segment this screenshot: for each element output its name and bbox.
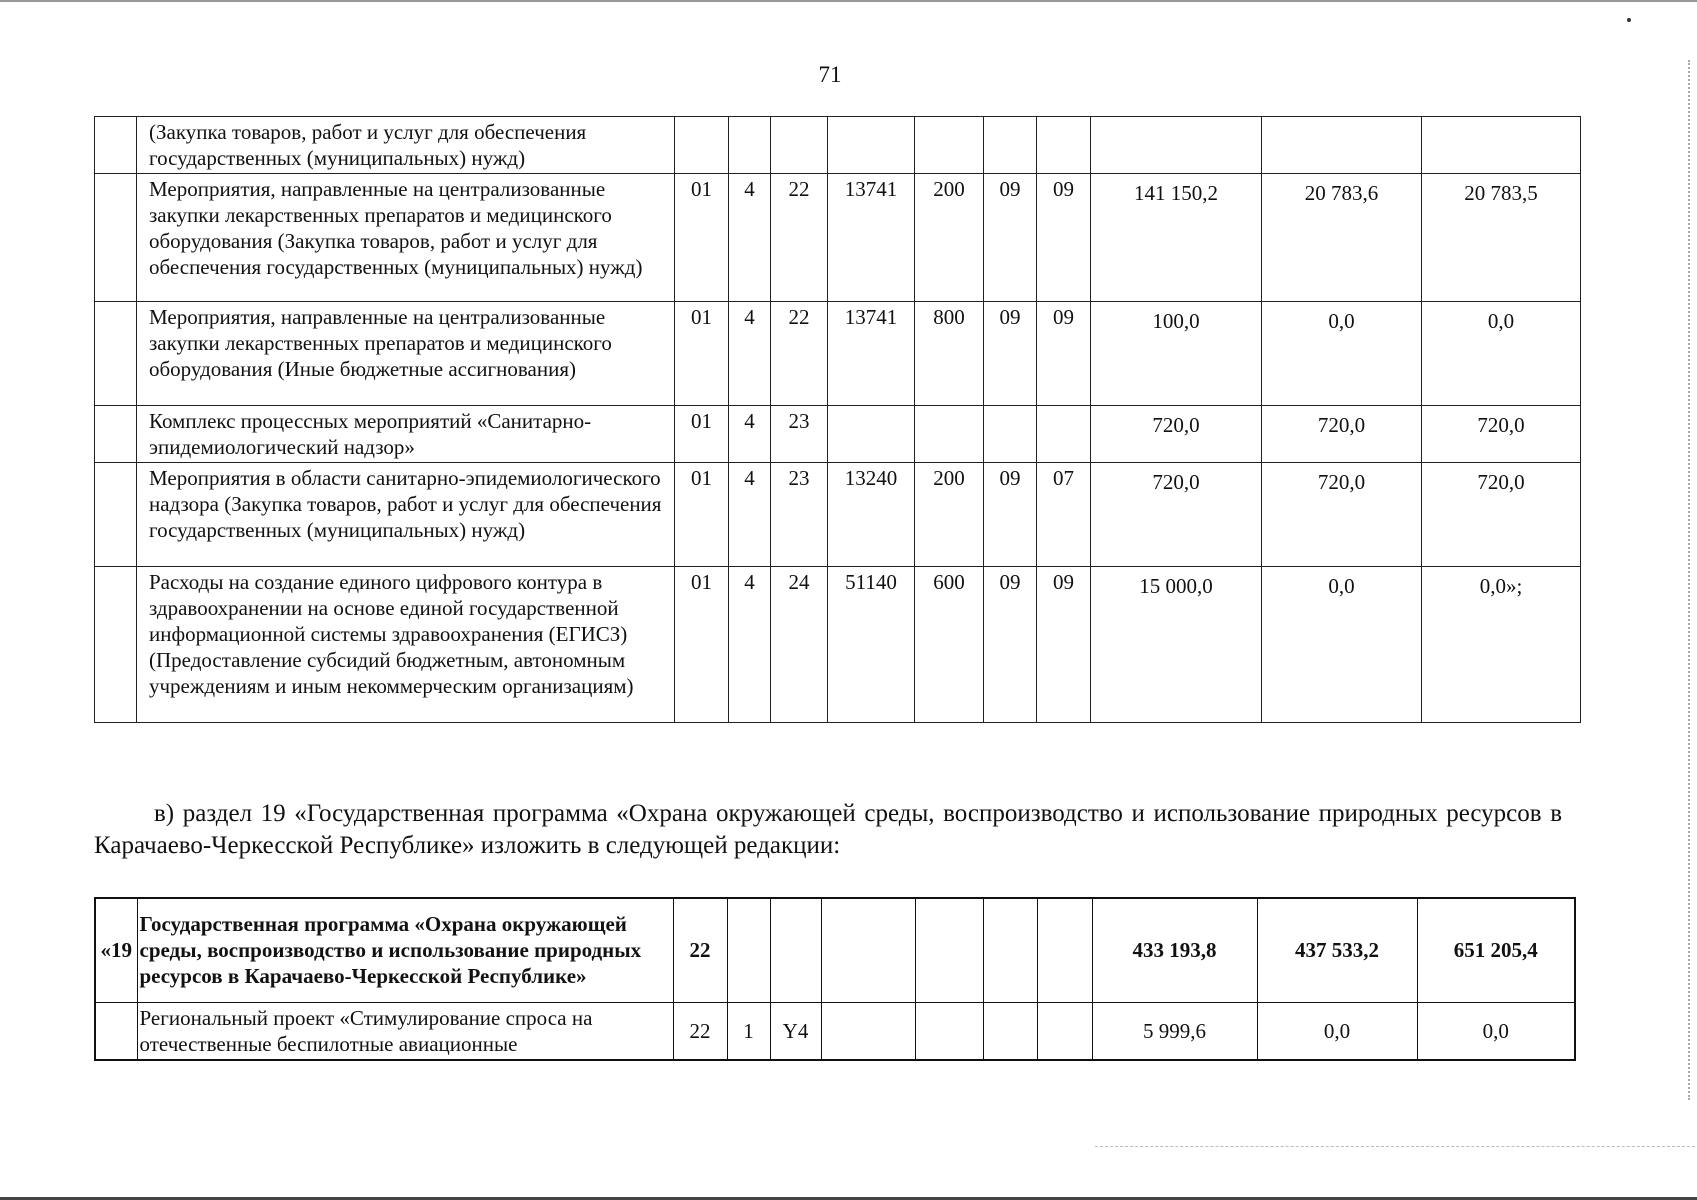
code-cell: 09 bbox=[984, 174, 1037, 302]
amount-cell: 15 000,0 bbox=[1091, 567, 1262, 723]
page-number: 71 bbox=[818, 62, 842, 87]
code-cell: 23 bbox=[771, 406, 828, 463]
table-row bbox=[95, 117, 1581, 174]
amount-cell: 720,0 bbox=[1262, 463, 1422, 567]
code-cell: 23 bbox=[771, 463, 828, 567]
code-cell: 22 bbox=[771, 302, 828, 406]
code-cell: 1 bbox=[727, 1002, 770, 1060]
code-cell bbox=[770, 898, 821, 1002]
code-cell bbox=[675, 117, 729, 174]
amount-cell: 0,0 bbox=[1262, 567, 1422, 723]
code-cell: 22 bbox=[673, 898, 727, 1002]
code-cell: 01 bbox=[675, 463, 729, 567]
code-cell: 600 bbox=[915, 567, 984, 723]
code-cell: 01 bbox=[675, 174, 729, 302]
code-cell: 4 bbox=[729, 406, 771, 463]
code-cell: 4 bbox=[729, 567, 771, 723]
code-cell: 22 bbox=[771, 174, 828, 302]
code-cell: 09 bbox=[984, 302, 1037, 406]
code-cell: 01 bbox=[675, 567, 729, 723]
amount-cell: 437 533,2 bbox=[1257, 898, 1417, 1002]
row-number-cell bbox=[95, 406, 137, 463]
amount-cell: 20 783,5 bbox=[1422, 174, 1581, 302]
amount-cell bbox=[1422, 117, 1581, 174]
code-cell: 09 bbox=[1037, 174, 1091, 302]
code-cell: 01 bbox=[675, 406, 729, 463]
table-row bbox=[95, 1002, 1575, 1060]
code-cell: 13240 bbox=[828, 463, 915, 567]
amount-cell: 433 193,8 bbox=[1092, 898, 1257, 1002]
code-cell: 01 bbox=[675, 302, 729, 406]
amount-cell: 0,0»; bbox=[1422, 567, 1581, 723]
code-cell bbox=[983, 1002, 1037, 1060]
amount-cell bbox=[1091, 117, 1262, 174]
code-cell bbox=[983, 898, 1037, 1002]
amount-cell: 5 999,6 bbox=[1092, 1002, 1257, 1060]
description-cell: Мероприятия в области санитарно-эпидемиологического надзора (Закупка товаров, работ и услуг для обеспечения государственных (муниципальных) нужд) bbox=[137, 463, 675, 567]
code-cell bbox=[727, 898, 770, 1002]
amount-cell: 720,0 bbox=[1262, 406, 1422, 463]
code-cell: 09 bbox=[984, 567, 1037, 723]
row-number-cell bbox=[95, 174, 137, 302]
code-cell bbox=[1037, 898, 1092, 1002]
scan-speck bbox=[1627, 18, 1631, 22]
code-cell: 13741 bbox=[828, 174, 915, 302]
code-cell bbox=[821, 1002, 915, 1060]
scan-dashed-line bbox=[1095, 1146, 1695, 1147]
amount-cell: 141 150,2 bbox=[1091, 174, 1262, 302]
code-cell: 800 bbox=[915, 302, 984, 406]
amount-cell: 100,0 bbox=[1091, 302, 1262, 406]
code-cell: 200 bbox=[915, 174, 984, 302]
row-number-cell bbox=[95, 117, 137, 174]
code-cell bbox=[915, 898, 983, 1002]
amount-cell: 720,0 bbox=[1091, 463, 1262, 567]
amount-cell: 0,0 bbox=[1262, 302, 1422, 406]
code-cell bbox=[915, 406, 984, 463]
amount-cell: 0,0 bbox=[1422, 302, 1581, 406]
description-cell: Комплекс процессных мероприятий «Санитарно-эпидемиологический надзор» bbox=[137, 406, 675, 463]
code-cell: 4 bbox=[729, 302, 771, 406]
code-cell: Y4 bbox=[770, 1002, 821, 1060]
code-cell: 4 bbox=[729, 463, 771, 567]
table-row bbox=[95, 567, 1581, 723]
code-cell bbox=[729, 117, 771, 174]
description-cell: Мероприятия, направленные на централизованные закупки лекарственных препаратов и медицинского оборудования (Закупка товаров, работ и услуг для обеспечения государственных (муниципальных) нужд) bbox=[137, 174, 675, 302]
code-cell bbox=[828, 117, 915, 174]
code-cell bbox=[1037, 117, 1091, 174]
row-number-cell bbox=[95, 302, 137, 406]
budget-table-environment bbox=[94, 897, 1576, 1061]
code-cell bbox=[1037, 1002, 1092, 1060]
code-cell bbox=[828, 406, 915, 463]
top-scan-border bbox=[0, 0, 1697, 2]
description-cell: Региональный проект «Стимулирование спроса на отечественные беспилотные авиационные bbox=[137, 1002, 673, 1060]
code-cell: 22 bbox=[673, 1002, 727, 1060]
code-cell bbox=[984, 406, 1037, 463]
amount-cell: 720,0 bbox=[1422, 406, 1581, 463]
amount-cell: 20 783,6 bbox=[1262, 174, 1422, 302]
description-cell: (Закупка товаров, работ и услуг для обеспечения государственных (муниципальных) нужд) bbox=[137, 117, 675, 174]
amount-cell: 0,0 bbox=[1417, 1002, 1575, 1060]
code-cell bbox=[915, 117, 984, 174]
section-number-cell: «19 bbox=[95, 898, 137, 1002]
code-cell: 09 bbox=[1037, 302, 1091, 406]
code-cell: 09 bbox=[1037, 567, 1091, 723]
section-instruction-paragraph: в) раздел 19 «Государственная программа «Охрана окружающей среды, воспроизводство и использование природных ресурсов в Карачаево-Черкесской Республике» изложить в следующей редакции: bbox=[94, 800, 1562, 859]
table-row bbox=[95, 463, 1581, 567]
row-number-cell bbox=[95, 463, 137, 567]
scan-edge-mark bbox=[1688, 60, 1692, 1100]
description-cell: Мероприятия, направленные на централизованные закупки лекарственных препаратов и медицинского оборудования (Иные бюджетные ассигнования) bbox=[137, 302, 675, 406]
section-number-cell bbox=[95, 1002, 137, 1060]
code-cell: 4 bbox=[729, 174, 771, 302]
code-cell: 07 bbox=[1037, 463, 1091, 567]
row-number-cell bbox=[95, 567, 137, 723]
code-cell: 51140 bbox=[828, 567, 915, 723]
code-cell bbox=[984, 117, 1037, 174]
code-cell: 200 bbox=[915, 463, 984, 567]
amount-cell bbox=[1262, 117, 1422, 174]
description-cell: Государственная программа «Охрана окружающей среды, воспроизводство и использование природных ресурсов в Карачаево-Черкесской Республике» bbox=[137, 898, 673, 1002]
table-row bbox=[95, 174, 1581, 302]
amount-cell: 651 205,4 bbox=[1417, 898, 1575, 1002]
code-cell: 09 bbox=[984, 463, 1037, 567]
table-row bbox=[95, 302, 1581, 406]
code-cell bbox=[1037, 406, 1091, 463]
amount-cell: 0,0 bbox=[1257, 1002, 1417, 1060]
amount-cell: 720,0 bbox=[1422, 463, 1581, 567]
budget-table-health bbox=[94, 116, 1581, 723]
table-row bbox=[95, 898, 1575, 1002]
description-cell: Расходы на создание единого цифрового контура в здравоохранении на основе единой государственной информационной системы здравоохранения (ЕГИСЗ) (Предоставление субсидий бюджетным, автономным учреждениям и иным некоммерческим организациям) bbox=[137, 567, 675, 723]
code-cell bbox=[771, 117, 828, 174]
table-row bbox=[95, 406, 1581, 463]
code-cell bbox=[821, 898, 915, 1002]
amount-cell: 720,0 bbox=[1091, 406, 1262, 463]
code-cell: 24 bbox=[771, 567, 828, 723]
code-cell: 13741 bbox=[828, 302, 915, 406]
code-cell bbox=[915, 1002, 983, 1060]
